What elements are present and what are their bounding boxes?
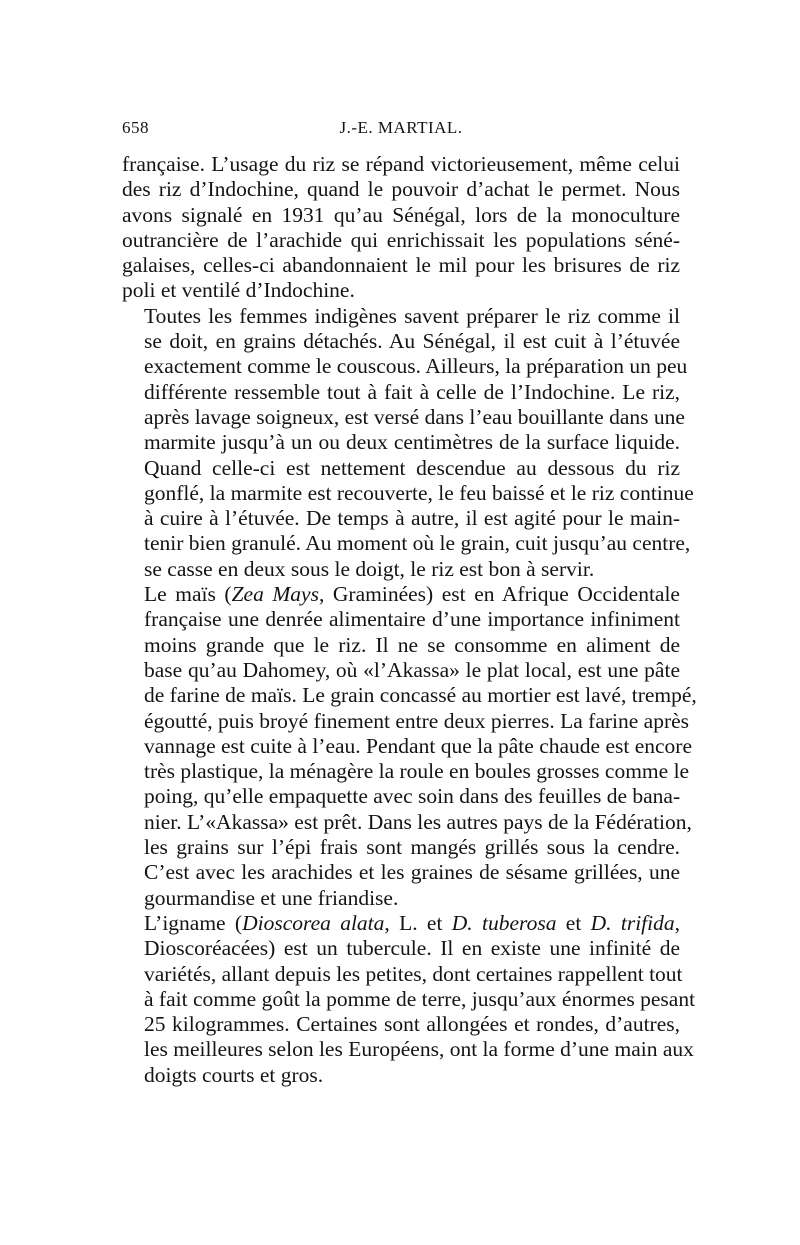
running-title: J.-E. MARTIAL. [339, 118, 463, 137]
text-line: se doit, en grains détachés. Au Sénégal, il est cuit à l’étuvée [144, 329, 680, 354]
page-number: 658 [122, 118, 149, 137]
text-line: vannage est cuite à l’eau. Pendant que la pâte chaude est encore [144, 733, 692, 758]
text-line: se casse en deux sous le doigt, le riz est bon à servir. [144, 556, 595, 581]
paragraph-rice-spread [122, 152, 680, 304]
text-line: marmite jusqu’à un ou deux centimètres de la surface liquide. [144, 430, 680, 455]
botanical-name: Zea Mays [231, 582, 319, 607]
text-line: avons signalé en 1931 qu’au Sénégal, lors de la monoculture [122, 202, 680, 227]
text-line: nier. L’«Akassa» est prêt. Dans les autres pays de la Fédération, [144, 809, 692, 834]
text-line: les grains sur l’épi frais sont mangés grillés sous la cendre. [144, 835, 680, 860]
text-line: Quand celle-ci est nettement descendue au dessous du riz [144, 455, 680, 480]
text-line: poli et ventilé d’Indochine. [122, 278, 355, 303]
body-text [122, 152, 697, 1088]
text-line: Dioscoréacées) est un tubercule. Il en existe une infinité de [144, 936, 680, 961]
text-line: des riz d’Indochine, quand le pouvoir d’achat le permet. Nous [122, 177, 680, 202]
text-line: égoutté, puis broyé finement entre deux pierres. La farine après [144, 708, 690, 733]
text-line: 25 kilogrammes. Certaines sont allongées et rondes, d’autres, [144, 1012, 680, 1037]
book-page [122, 118, 697, 1088]
text-line: C’est avec les arachides et les graines de sésame grillées, une [144, 860, 680, 885]
text-line: gonflé, la marmite est recouverte, le feu baissé et le riz continue [144, 480, 694, 505]
text-line: Toutes les femmes indigènes savent préparer le riz comme il [144, 303, 680, 328]
text-line: à cuire à l’étuvée. De temps à autre, il est agité pour le main- [144, 506, 680, 531]
text-line: outrancière de l’arachide qui enrichissait les populations séné- [122, 227, 680, 252]
text-line: L’igname (Dioscorea alata, L. et D. tuberosa et D. trifida, [144, 910, 680, 935]
paragraph-yam [122, 910, 696, 1088]
text-line: les meilleures selon les Européens, ont la forme d’une main aux [144, 1037, 694, 1062]
text-line: très plastique, la ménagère la roule en boules grosses comme le [144, 759, 690, 784]
text-line: de farine de maïs. Le grain concassé au mortier est lavé, trempé, [144, 683, 697, 708]
text-line: galaises, celles-ci abandonnaient le mil pour les brisures de riz [122, 253, 680, 278]
text-line: différente ressemble tout à fait à celle de l’Indochine. Le riz, [144, 379, 680, 404]
text-line: tenir bien granulé. Au moment où le grain, cuit jusqu’au centre, [144, 531, 691, 556]
botanical-name: D. tuberosa [451, 910, 557, 935]
text-line: variétés, allant depuis les petites, dont certaines rappellent tout [144, 961, 683, 986]
text-line: base qu’au Dahomey, où «l’Akassa» le plat local, est une pâte [144, 657, 680, 682]
text-line: moins grande que le riz. Il ne se consomme en aliment de [144, 632, 680, 657]
text-line: Le maïs (Zea Mays, Graminées) est en Afrique Occidentale [144, 582, 680, 607]
botanical-name: Dioscorea alata [242, 910, 385, 935]
text-line: gourmandise et une friandise. [144, 885, 399, 910]
paragraph-rice-preparation [122, 303, 694, 582]
text-line: française une denrée alimentaire d’une importance infiniment [144, 607, 680, 632]
paragraph-maize [122, 582, 697, 911]
text-line: française. L’usage du riz se répand victorieusement, même celui [122, 152, 680, 176]
text-line: poing, qu’elle empaquette avec soin dans des feuilles de bana- [144, 784, 681, 809]
botanical-name: D. trifida [590, 910, 675, 935]
text-line: après lavage soigneux, est versé dans l’eau bouillante dans une [144, 404, 685, 429]
text-line: doigts courts et gros. [144, 1062, 324, 1087]
running-head [122, 118, 680, 142]
text-line: à fait comme goût la pomme de terre, jusqu’aux énormes pesant [144, 986, 696, 1011]
text-line: exactement comme le couscous. Ailleurs, la préparation un peu [144, 354, 688, 379]
